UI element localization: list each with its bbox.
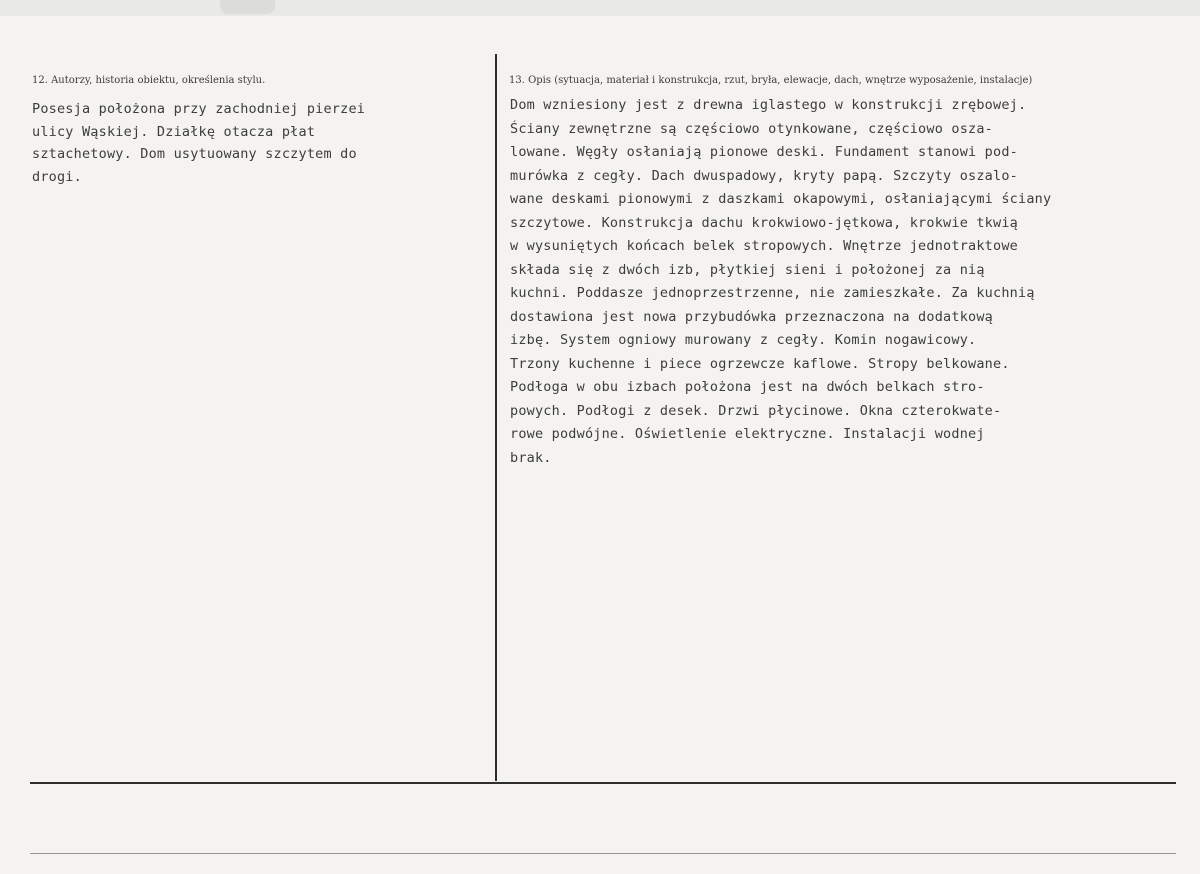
text-line: składa się z dwóch izb, płytkiej sieni i położonej za nią: [510, 261, 985, 278]
text-line: dostawiona jest nowa przybudówka przeznaczona na dodatkową: [510, 308, 994, 325]
bottom-rule-lower: [30, 853, 1176, 854]
scan-top-edge: [0, 0, 1200, 16]
text-line: kuchni. Poddasze jednoprzestrzenne, nie zamieszkałe. Za kuchnią: [510, 285, 1035, 301]
text-line: izbę. System ogniowy murowany z cegły. Komin nogawicowy.: [510, 332, 977, 348]
text-line: Ściany zewnętrzne są częściowo otynkowane, częściowo osza-: [510, 120, 994, 137]
text-line: Trzony kuchenne i piece ogrzewcze kaflowe. Stropy belkowane.: [510, 355, 1010, 372]
section-13-text: [510, 94, 1170, 470]
text-line: sztachetowy. Dom usytuowany szczytem do: [32, 146, 357, 162]
text-line: Dom wzniesiony jest z drewna iglastego w konstrukcji zrębowej.: [510, 97, 1027, 113]
text-line: szczytowe. Konstrukcja dachu krokwiowo-jętkowa, krokwie tkwią: [510, 214, 1018, 231]
section-13-label: 13. Opis (sytuacja, materiał i konstrukcja, rzut, bryła, elewacje, dach, wnętrze wyposażenie, instalacje): [509, 75, 1033, 86]
text-line: wane deskami pionowymi z daszkami okapowymi, osłaniającymi ściany: [510, 191, 1052, 207]
scan-mark: [220, 0, 275, 14]
text-line: murówka z cegły. Dach dwuspadowy, kryty papą. Szczyty oszalo-: [510, 167, 1018, 184]
text-line: Posesja położona przy zachodniej pierzei: [32, 101, 366, 117]
text-line: lowane. Węgły osłaniają pionowe deski. Fundament stanowi pod-: [510, 144, 1018, 160]
column-divider: [495, 54, 497, 781]
text-line: powych. Podłogi z desek. Drzwi płycinowe. Okna czterokwate-: [510, 402, 1002, 419]
section-12-label: 12. Autorzy, historia obiektu, określenia stylu.: [32, 75, 266, 86]
text-line: w wysuniętych końcach belek stropowych. Wnętrze jednotraktowe: [510, 238, 1018, 254]
section-12-text: [32, 98, 472, 188]
bottom-rule: [30, 782, 1176, 784]
text-line: ulicy Wąskiej. Działkę otacza płat: [32, 123, 316, 140]
text-line: rowe podwójne. Oświetlenie elektryczne. Instalacji wodnej: [510, 426, 985, 442]
text-line: drogi.: [32, 168, 82, 185]
text-line: Podłoga w obu izbach położona jest na dwóch belkach stro-: [510, 379, 985, 395]
text-line: brak.: [510, 449, 552, 466]
